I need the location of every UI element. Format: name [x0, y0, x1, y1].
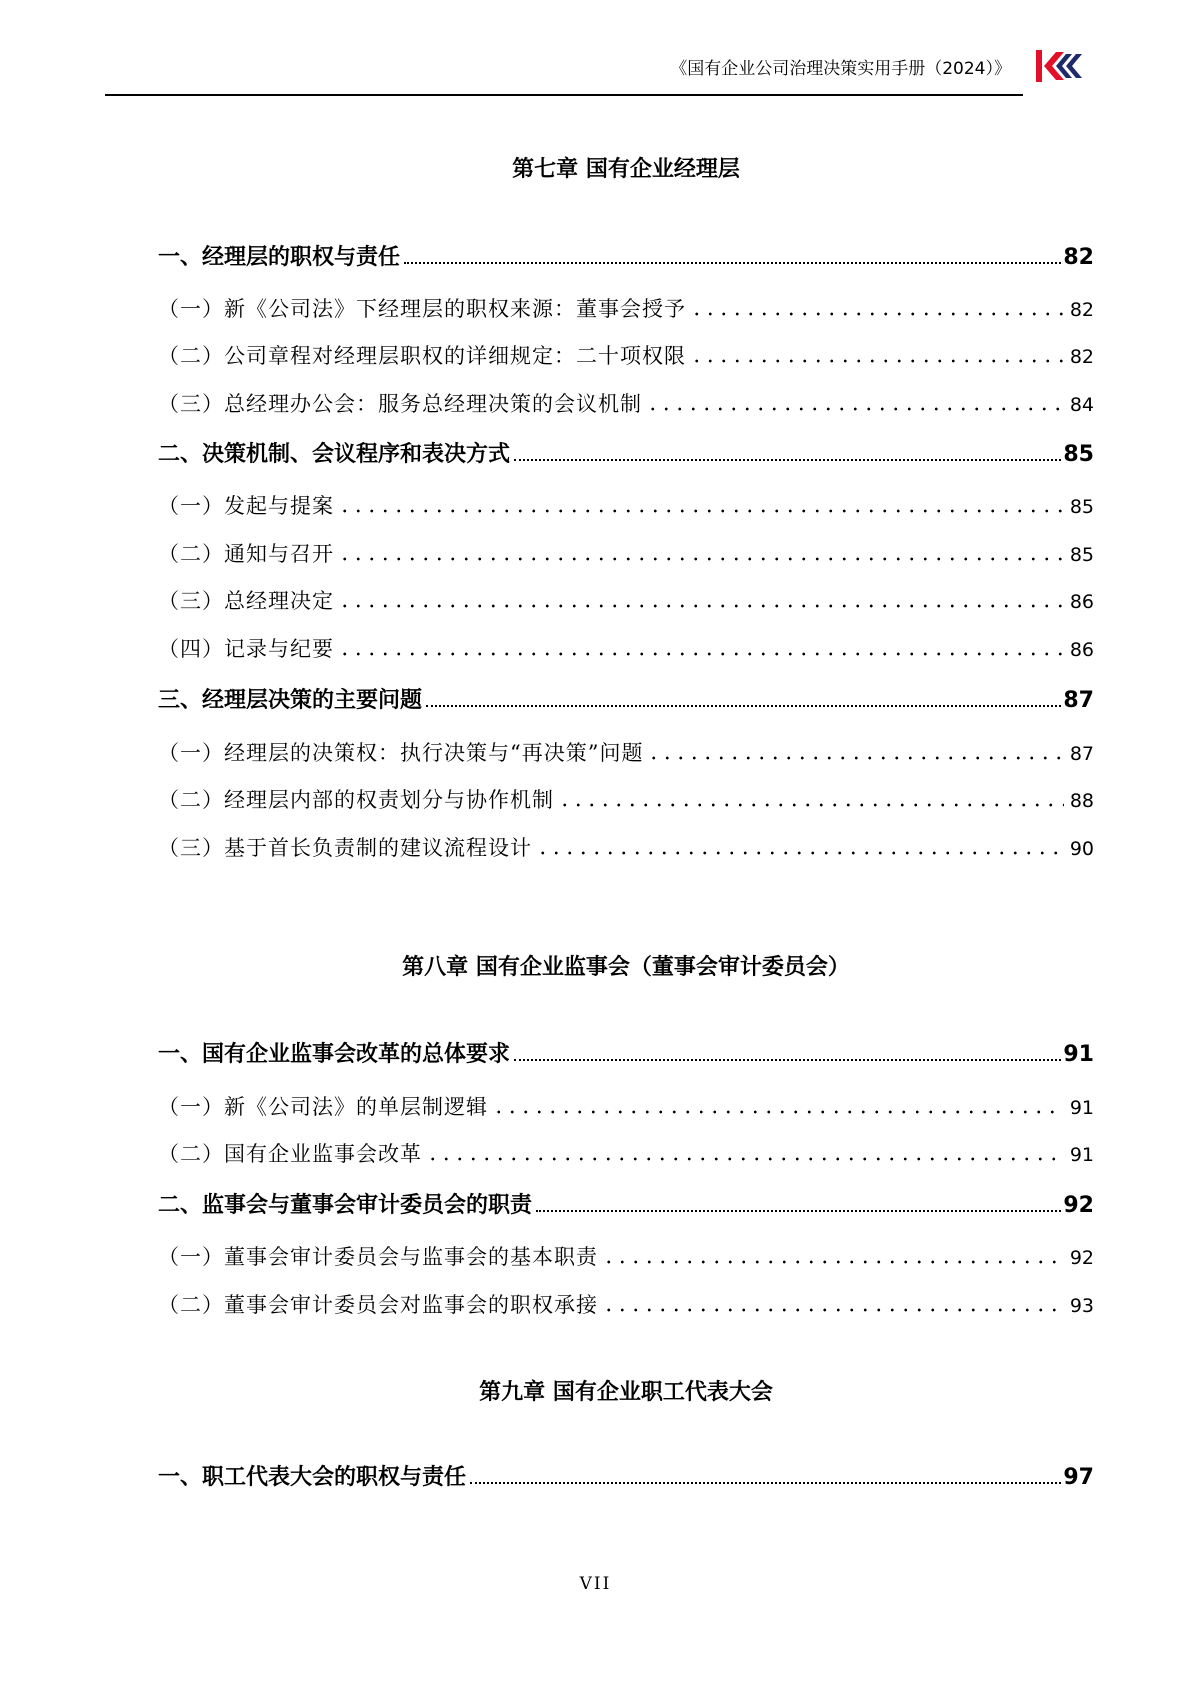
toc-page-number: 92 — [1063, 1193, 1094, 1218]
dot-leader — [647, 756, 1063, 760]
toc-subsection-entry[interactable] — [158, 490, 1094, 520]
toc-subsection-label: （三）基于首长负责制的建议流程设计 — [158, 836, 532, 860]
toc-subsection-entry[interactable] — [158, 1289, 1094, 1319]
toc-subsection-label: （四）记录与纪要 — [158, 637, 334, 661]
chapter-heading: 第七章 国有企业经理层 — [512, 157, 740, 182]
dot-leader — [536, 851, 1064, 855]
dot-leader — [492, 1110, 1064, 1114]
publisher-logo — [1034, 46, 1084, 86]
toc-section-entry[interactable] — [158, 683, 1094, 714]
toc-page-number: 90 — [1069, 838, 1094, 860]
toc-page-number: 85 — [1063, 442, 1094, 467]
toc-subsection-label: （二）经理层内部的权责划分与协作机制 — [158, 788, 554, 812]
toc-page-number: 85 — [1069, 544, 1094, 566]
dot-leader — [514, 458, 1061, 461]
dot-leader — [690, 312, 1064, 316]
toc-page-number: 87 — [1063, 688, 1094, 713]
dot-leader — [426, 704, 1061, 707]
chapter-heading: 第八章 国有企业监事会（董事会审计委员会） — [402, 955, 850, 980]
toc-subsection-label: （二）国有企业监事会改革 — [158, 1142, 422, 1166]
toc-subsection-entry[interactable] — [158, 538, 1094, 568]
toc-subsection-label: （二）董事会审计委员会对监事会的职权承接 — [158, 1293, 598, 1317]
toc-section-label: 三、经理层决策的主要问题 — [158, 688, 423, 713]
toc-section-entry[interactable] — [158, 240, 1094, 271]
dot-leader — [338, 652, 1064, 656]
toc-subsection-label: （二）公司章程对经理层职权的详细规定：二十项权限 — [158, 344, 686, 368]
toc-section-entry[interactable] — [158, 437, 1094, 468]
dot-leader — [404, 261, 1061, 264]
toc-section-entry[interactable] — [158, 1188, 1094, 1219]
toc-subsection-entry[interactable] — [158, 832, 1094, 862]
running-header-title: 《国有企业公司治理决策实用手册（2024）》 — [670, 59, 1011, 79]
toc-page-number: 91 — [1063, 1042, 1094, 1067]
dot-leader — [338, 557, 1064, 561]
dot-leader — [426, 1157, 1064, 1161]
toc-subsection-entry[interactable] — [158, 784, 1094, 814]
toc-subsection-label: （一）经理层的决策权：执行决策与“再决策”问题 — [158, 741, 644, 765]
toc-section-label: 一、国有企业监事会改革的总体要求 — [158, 1042, 511, 1067]
toc-page-number: 92 — [1069, 1247, 1094, 1269]
toc-subsection-entry[interactable] — [158, 388, 1094, 418]
toc-subsection-entry[interactable] — [158, 340, 1094, 370]
toc-subsection-label: （三）总经理办公会：服务总经理决策的会议机制 — [158, 392, 642, 416]
dot-leader — [470, 1481, 1061, 1484]
dot-leader — [338, 509, 1064, 513]
toc-subsection-label: （三）总经理决定 — [158, 589, 334, 613]
toc-page-number: 82 — [1069, 346, 1094, 368]
toc-page-number: 82 — [1069, 299, 1094, 321]
toc-section-entry[interactable] — [158, 1037, 1094, 1068]
toc-subsection-entry[interactable] — [158, 1241, 1094, 1271]
toc-page-number: 87 — [1069, 743, 1094, 765]
toc-subsection-entry[interactable] — [158, 1091, 1094, 1121]
dot-leader — [558, 803, 1064, 807]
logo-bar — [1036, 50, 1042, 82]
toc-section-entry[interactable] — [158, 1460, 1094, 1491]
toc-subsection-entry[interactable] — [158, 1138, 1094, 1168]
dot-leader — [690, 359, 1064, 363]
toc-subsection-label: （一）发起与提案 — [158, 494, 334, 518]
toc-section-label: 一、经理层的职权与责任 — [158, 245, 401, 270]
toc-page-number: 93 — [1069, 1295, 1094, 1317]
toc-page-number: 88 — [1069, 790, 1094, 812]
toc-page-number: 91 — [1069, 1144, 1094, 1166]
toc-section-label: 二、决策机制、会议程序和表决方式 — [158, 442, 511, 467]
toc-page-number: 85 — [1069, 496, 1094, 518]
toc-subsection-label: （二）通知与召开 — [158, 542, 334, 566]
toc-page-number: 86 — [1069, 639, 1094, 661]
dot-leader — [514, 1058, 1061, 1061]
dot-leader — [602, 1308, 1064, 1312]
toc-subsection-label: （一）新《公司法》下经理层的职权来源：董事会授予 — [158, 297, 686, 321]
toc-section-label: 一、职工代表大会的职权与责任 — [158, 1465, 467, 1490]
toc-subsection-entry[interactable] — [158, 737, 1094, 767]
chapter-heading: 第九章 国有企业职工代表大会 — [479, 1380, 773, 1405]
toc-subsection-label: （一）董事会审计委员会与监事会的基本职责 — [158, 1245, 598, 1269]
toc-page-number: 97 — [1063, 1465, 1094, 1490]
toc-page-number: 86 — [1069, 591, 1094, 613]
dot-leader — [602, 1260, 1064, 1264]
toc-subsection-label: （一）新《公司法》的单层制逻辑 — [158, 1095, 488, 1119]
toc-page-number: 91 — [1069, 1097, 1094, 1119]
toc-subsection-entry[interactable] — [158, 585, 1094, 615]
header-rule — [105, 94, 1023, 96]
toc-subsection-entry[interactable] — [158, 293, 1094, 323]
toc-page-number: 82 — [1063, 245, 1094, 270]
dot-leader — [338, 604, 1064, 608]
dot-leader — [536, 1209, 1061, 1212]
page-number: VII — [579, 1574, 612, 1594]
toc-subsection-entry[interactable] — [158, 633, 1094, 663]
toc-page-number: 84 — [1069, 394, 1094, 416]
dot-leader — [646, 407, 1064, 411]
toc-section-label: 二、监事会与董事会审计委员会的职责 — [158, 1193, 533, 1218]
